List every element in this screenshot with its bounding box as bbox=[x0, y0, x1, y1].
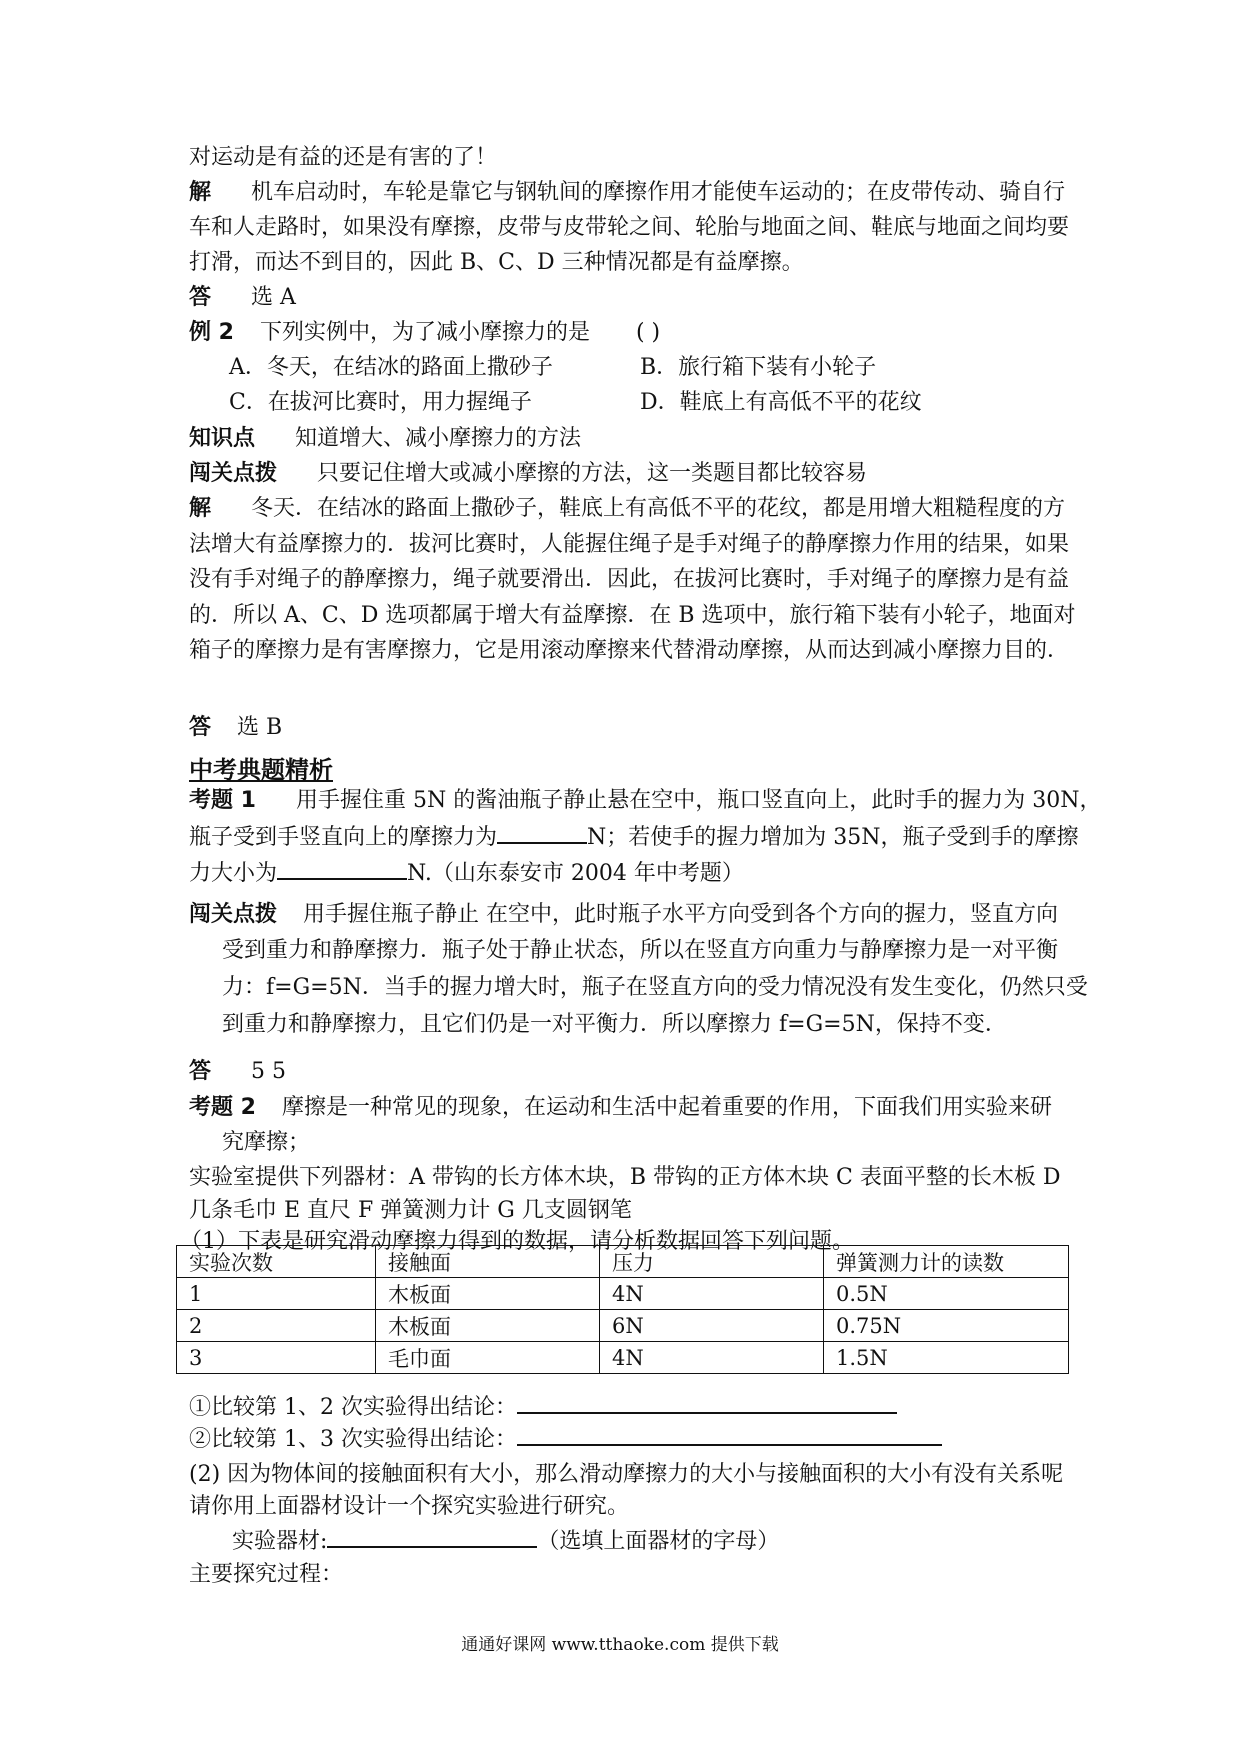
table-header: 压力 bbox=[600, 1246, 824, 1278]
text-line: 力：f=G=5N．当手的握力增大时，瓶子在竖直方向的受力情况没有发生变化，仍然只受 bbox=[222, 975, 1088, 1000]
solution-label: 解 bbox=[189, 496, 212, 521]
text-line: 没有手对绳子的静摩擦力，绳子就要滑出．因此，在拔河比赛时，手对绳子的摩擦力是有益 bbox=[189, 567, 1070, 592]
table-cell: 1 bbox=[177, 1278, 376, 1310]
answer-2: 答 选 B bbox=[189, 715, 283, 740]
solution-label: 解 bbox=[189, 180, 212, 205]
text-line: 车和人走路时，如果没有摩擦，皮带与皮带轮之间、轮胎与地面之间、鞋底与地面之间均要 bbox=[189, 215, 1070, 240]
section-heading: 中考典题精析 bbox=[189, 756, 333, 784]
equipment-line: 实验器材: （选填上面器材的字母） bbox=[232, 1529, 780, 1554]
answer-label: 答 bbox=[189, 715, 212, 740]
hint-1: 闯关点拨 只要记住增大或减小摩擦的方法，这一类题目都比较容易 bbox=[189, 461, 868, 486]
table-row bbox=[177, 1278, 1069, 1310]
answer-label: 答 bbox=[189, 1059, 212, 1084]
table-cell: 2 bbox=[177, 1310, 376, 1342]
text-line: 瓶子受到手竖直向上的摩擦力为 N；若使手的握力增加为 35N，瓶子受到手的摩擦 bbox=[189, 822, 1079, 853]
text-line: 几条毛巾 E 直尺 F 弹簧测力计 G 几支圆钢笔 bbox=[189, 1198, 632, 1223]
table-cell: 毛巾面 bbox=[376, 1342, 600, 1374]
option-d: D．鞋底上有高低不平的花纹 bbox=[640, 390, 922, 415]
table-header: 实验次数 bbox=[177, 1246, 376, 1278]
exam-label: 考题 2 bbox=[189, 1095, 256, 1120]
solution-1: 解 机车启动时，车轮是靠它与钢轨间的摩擦作用才能使车运动的；在皮带传动、骑自行 bbox=[189, 180, 1066, 205]
knowledge-label: 知识点 bbox=[189, 426, 256, 451]
compare-1: ①比较第 1、2 次实验得出结论： bbox=[189, 1393, 897, 1423]
text-line: 力大小为 N.（山东泰安市 2004 年中考题） bbox=[189, 858, 744, 889]
option-a: A．冬天，在结冰的路面上撒砂子 bbox=[229, 355, 553, 380]
text-line: 究摩擦； bbox=[222, 1130, 311, 1155]
table-cell: 木板面 bbox=[376, 1310, 600, 1342]
table-cell: 0.75N bbox=[824, 1310, 1069, 1342]
knowledge-point: 知识点 知道增大、减小摩擦力的方法 bbox=[189, 426, 582, 451]
hint-label: 闯关点拨 bbox=[189, 902, 278, 927]
answer-blank bbox=[327, 1532, 537, 1548]
answer-3: 答 5 5 bbox=[189, 1059, 287, 1084]
table-cell: 1.5N bbox=[824, 1342, 1069, 1374]
answer-blank bbox=[277, 858, 407, 880]
text-line: 主要探究过程： bbox=[189, 1562, 344, 1587]
example-2: 例 2 下列实例中，为了减小摩擦力的是 ( ) bbox=[189, 320, 661, 345]
answer-blank bbox=[517, 1430, 942, 1446]
data-table bbox=[176, 1245, 1069, 1374]
answer-blank bbox=[517, 1398, 897, 1414]
text-line: 到重力和静摩擦力，且它们仍是一对平衡力．所以摩擦力 f=G=5N，保持不变． bbox=[222, 1012, 1007, 1037]
table-cell: 0.5N bbox=[824, 1278, 1069, 1310]
solution-2: 解 冬天．在结冰的路面上撒砂子，鞋底上有高低不平的花纹，都是用增大粗糙程度的方 bbox=[189, 496, 1066, 521]
text-line: 实验室提供下列器材：A 带钩的长方体木块，B 带钩的正方体木块 C 表面平整的长木板 D bbox=[189, 1165, 1061, 1190]
text-line: 受到重力和静摩擦力．瓶子处于静止状态，所以在竖直方向重力与静摩擦力是一对平衡 bbox=[222, 938, 1059, 963]
hint-2: 闯关点拨 用手握住瓶子静止 在空中，此时瓶子水平方向受到各个方向的握力，竖直方向 bbox=[189, 902, 1059, 927]
table-cell: 6N bbox=[600, 1310, 824, 1342]
table-cell: 木板面 bbox=[376, 1278, 600, 1310]
text-line: 的．所以 A、C、D 选项都属于增大有益摩擦．在 B 选项中，旅行箱下装有小轮子，地面对 bbox=[189, 603, 1076, 628]
table-header: 接触面 bbox=[376, 1246, 600, 1278]
answer-1: 答 选 A bbox=[189, 285, 296, 310]
text-line: 箱子的摩擦力是有害摩擦力，它是用滚动摩擦来代替滑动摩擦，从而达到减小摩擦力目的． bbox=[189, 638, 1070, 663]
text-line: 请你用上面器材设计一个探究实验进行研究。 bbox=[189, 1494, 630, 1519]
table-cell: 4N bbox=[600, 1278, 824, 1310]
table-header: 弹簧测力计的读数 bbox=[824, 1246, 1069, 1278]
text-line: 对运动是有益的还是有害的了！ bbox=[189, 145, 498, 170]
compare-2: ②比较第 1、3 次实验得出结论： bbox=[189, 1425, 942, 1455]
answer-blank bbox=[497, 822, 587, 844]
exam-question-2: 考题 2 摩擦是一种常见的现象，在运动和生活中起着重要的作用，下面我们用实验来研 bbox=[189, 1095, 1052, 1120]
answer-label: 答 bbox=[189, 285, 212, 310]
option-b: B．旅行箱下装有小轮子 bbox=[640, 355, 877, 380]
text-line: (2) 因为物体间的接触面积有大小，那么滑动摩擦力的大小与接触面积的大小有没有关系呢 bbox=[189, 1462, 1064, 1487]
table-row bbox=[177, 1342, 1069, 1374]
text-line: （1）下表是研究滑动摩擦力得到的数据，请分析数据回答下列问题。 bbox=[180, 1229, 854, 1254]
table-cell: 4N bbox=[600, 1342, 824, 1374]
exam-question-1: 考题 1 用手握住重 5N 的酱油瓶子静止悬在空中，瓶口竖直向上，此时手的握力为 30N， bbox=[189, 788, 1102, 813]
page-footer: 通通好课网 www.tthaoke.com 提供下载 bbox=[461, 1635, 779, 1655]
exam-label: 考题 1 bbox=[189, 788, 256, 813]
table-cell: 3 bbox=[177, 1342, 376, 1374]
text-line: 法增大有益摩擦力的．拔河比赛时，人能握住绳子是手对绳子的静摩擦力作用的结果，如果 bbox=[189, 532, 1070, 557]
text-line: 打滑，而达不到目的，因此 B、C、D 三种情况都是有益摩擦。 bbox=[189, 250, 804, 275]
table-header-row bbox=[177, 1246, 1069, 1278]
table-row bbox=[177, 1310, 1069, 1342]
hint-label: 闯关点拨 bbox=[189, 461, 278, 486]
option-c: C．在拔河比赛时，用力握绳子 bbox=[229, 390, 532, 415]
example-label: 例 2 bbox=[189, 320, 234, 345]
